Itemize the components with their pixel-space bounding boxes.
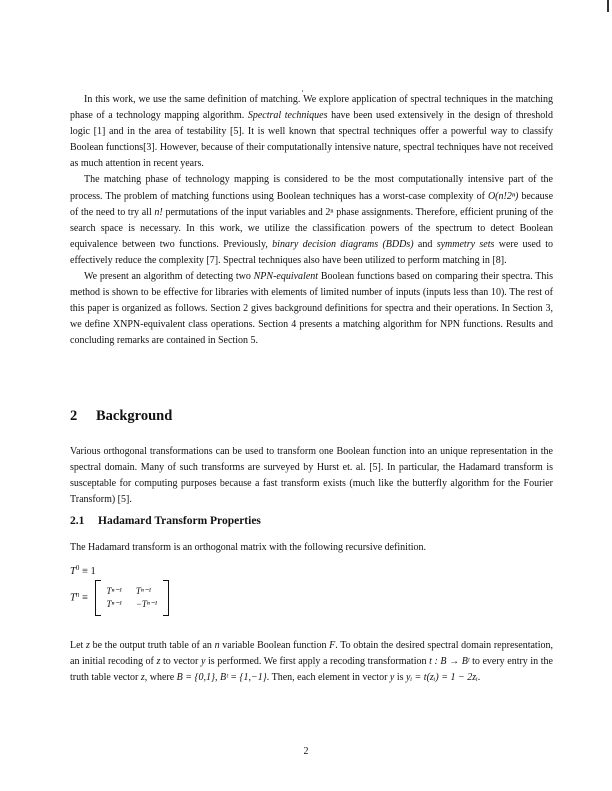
text-run: be the output truth table of an <box>89 640 215 651</box>
math-text: n! <box>154 206 163 218</box>
math-text: B = {0,1}, Bᵗ = {1,−1} <box>176 672 267 684</box>
text-run: is performed. We first apply a recoding transformation <box>205 656 430 668</box>
equation-tn <box>70 580 169 616</box>
section-heading <box>70 408 172 425</box>
text-run: Let <box>70 640 86 651</box>
matrix-grid <box>101 586 164 610</box>
document-page <box>70 92 554 684</box>
text-run: variable Boolean function <box>219 640 330 651</box>
emphasized-text: Spectral techniques <box>247 110 328 122</box>
text-run: were used to effectively reduce the complexity [7]. Spectral techniques also have been utilized to perform matching in [8]. <box>70 238 553 266</box>
text-run: We present an algorithm of detecting two <box>84 271 254 283</box>
background-paragraph: Various orthogonal transformations can be used to transform one Boolean function into an unique representation in the spectral domain. Many of such transforms are surveyed by Hurst et. al. [5]. In particular, the Hadamard transform is susceptable for computing purposes because a fast transform exists (much like the butterfly algorithm for the Fourier Transform) [5]. <box>70 446 553 506</box>
math-text: O(n!2ⁿ) <box>487 190 519 202</box>
matrix-cell: −Tⁿ⁻¹ <box>135 599 158 609</box>
t0-sup: 0 <box>75 564 80 572</box>
math-text: F <box>329 640 336 651</box>
math-text: n <box>214 640 220 651</box>
math-text: z <box>156 656 161 668</box>
subsection-paragraph-block <box>70 540 553 556</box>
subsection-heading <box>70 515 261 527</box>
background-paragraph-block <box>70 444 553 508</box>
text-run: permutations of the input variables and 2ⁿ phase assignments. Therefore, efficient pruning of the search space is necessary. In this work, we utilize the classification powers of the spectrum to detect Boolean equivalence between two functions. Previously, <box>70 206 554 250</box>
subsection-title: Hadamard Transform Properties <box>98 515 261 527</box>
text-run: to vector <box>160 656 201 668</box>
emphasized-text: NPN-equivalent <box>253 271 319 283</box>
tn-sup: n <box>75 590 80 599</box>
intro-paragraph <box>70 172 553 269</box>
t0-rhs: ≡ 1 <box>79 566 96 577</box>
math-text: t : B → Bᵗ <box>429 656 470 668</box>
text-run: . <box>477 672 481 684</box>
emphasized-text: binary decision diagrams (BDDs) <box>272 238 414 250</box>
emphasized-text: symmetry sets <box>436 238 495 250</box>
section-title: Background <box>96 408 173 424</box>
text-run: In this work, we use the same definition of matching. We explore application of spectral techniques in the matching phase of a technology mapping algorithm. <box>70 94 553 122</box>
matrix-cell: Tⁿ⁻¹ <box>135 586 152 596</box>
matrix-cell: Tⁿ⁻¹ <box>106 586 122 596</box>
math-text: y <box>200 656 206 668</box>
math-text: z <box>140 672 145 684</box>
matrix-cell: Tⁿ⁻¹ <box>106 599 122 609</box>
text-run: , where <box>144 672 177 684</box>
t0-lhs: T <box>70 566 76 577</box>
subsection-number: 2.1 <box>70 515 85 527</box>
page-number: 2 <box>303 746 309 757</box>
text-run: and <box>413 238 437 250</box>
subsection-paragraph: The Hadamard transform is an orthogonal matrix with the following recursive definition. <box>70 542 427 553</box>
text-run: . To obtain the desired spectral domain representation, an initial recoding of <box>70 640 553 668</box>
text-run: have been used extensively in the design of threshold logic [1] and in the area of testability [5]. It is well known that spectral techniques offer a powerful way to classify Boolean functions[3]. However, because of their computationally intensive nature, spectral techniques have not received as much attention in recent years. <box>70 110 553 170</box>
math-text: yᵢ = t(zᵢ) = 1 − 2zᵢ <box>406 672 478 684</box>
text-run: to every entry in the truth table vector <box>70 656 553 684</box>
intro-paragraphs <box>70 92 553 350</box>
math-text: z <box>86 640 90 651</box>
equation-t0 <box>70 564 96 577</box>
math-text: y <box>389 672 395 684</box>
text-run: . Then, each element in vector <box>266 672 390 684</box>
hadamard-matrix <box>91 580 170 616</box>
intro-paragraph <box>70 92 553 172</box>
final-paragraph <box>70 638 553 686</box>
right-bracket <box>163 580 169 616</box>
intro-paragraph <box>70 269 553 349</box>
page-edge-mark <box>607 0 609 12</box>
section-number: 2 <box>70 408 78 424</box>
text-run: Boolean functions based on comparing their spectra. This method is shown to be effective for libraries with elements of limited number of inputs (inputs less than 10). The rest of this paper is organized as follows. Section 2 gives background definitions for spectra and their operations. In Section 3, we define XNPN-equivalent class operations. Section 4 presents a matching algorithm for NPN functions. Results and concluding remarks are contained in Section 5. <box>70 271 553 347</box>
final-paragraph-block <box>70 638 553 686</box>
text-run: The matching phase of technology mapping is considered to be the most computationally intensive part of the process. The problem of matching functions using Boolean techniques has a worst-case complexity of <box>70 174 553 202</box>
text-run: is <box>394 672 407 684</box>
tn-lhs: T <box>70 592 76 604</box>
text-run: because of the need to try all <box>70 190 554 218</box>
tn-eq: ≡ <box>79 592 91 604</box>
